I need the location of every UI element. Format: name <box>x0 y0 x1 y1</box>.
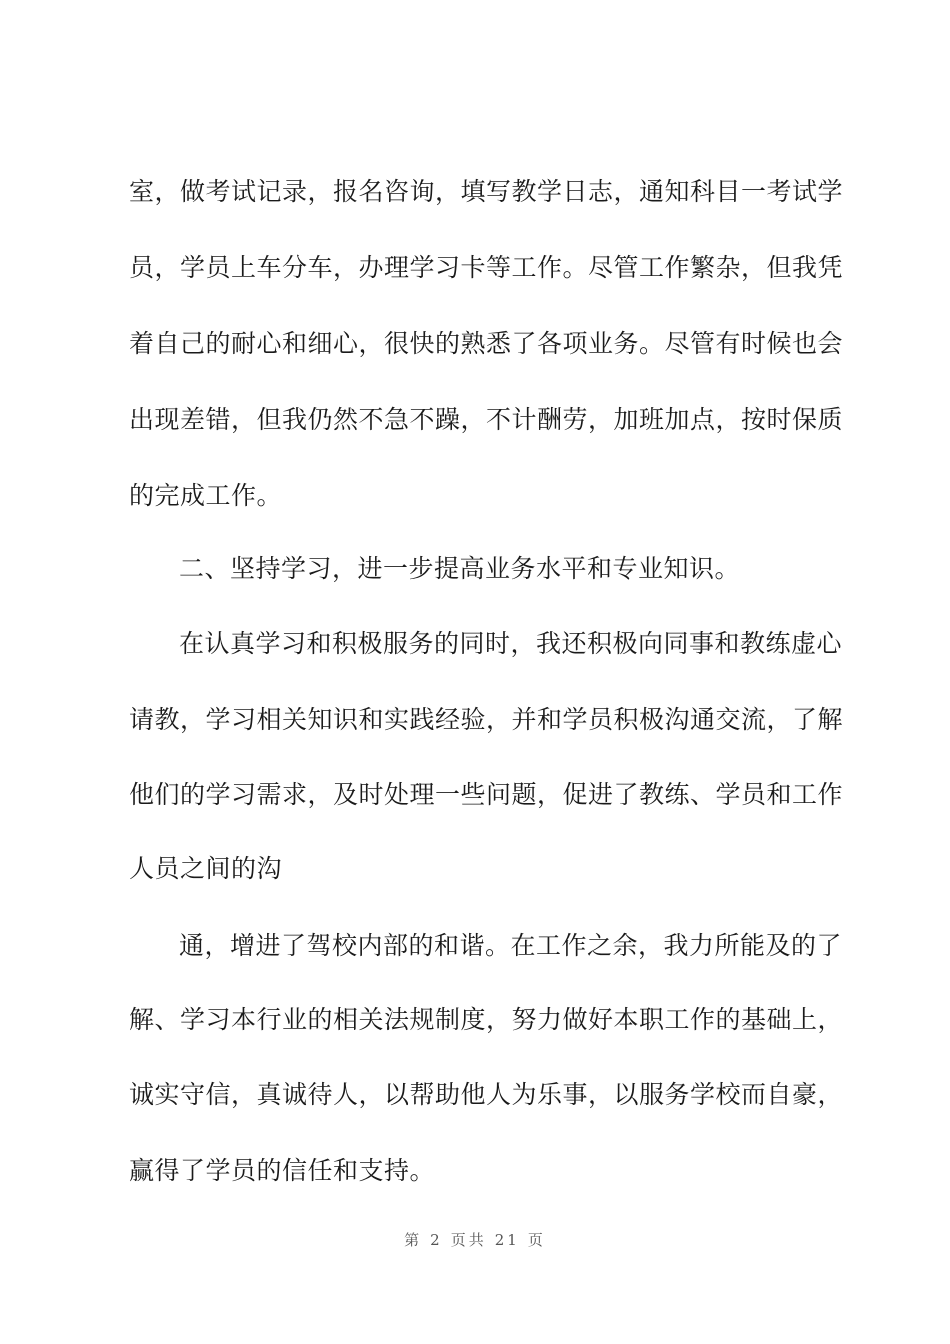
paragraph-line: 出现差错，但我仍然不急不躁，不计酬劳，加班加点，按时保质 <box>129 405 844 434</box>
paragraph-line: 在认真学习和积极服务的同时，我还积极向同事和教练虚心 <box>179 629 843 658</box>
paragraph-line: 员，学员上车分车，办理学习卡等工作。尽管工作繁杂，但我凭 <box>129 253 844 282</box>
footer-total-pages: 21 <box>494 1231 520 1249</box>
paragraph-line: 室，做考试记录，报名咨询，填写教学日志，通知科目一考试学 <box>129 177 844 206</box>
paragraph-line: 通，增进了驾校内部的和谐。在工作之余，我力所能及的了 <box>179 931 843 960</box>
paragraph-line: 他们的学习需求，及时处理一些问题，促进了教练、学员和工作 <box>129 780 844 809</box>
footer-prefix: 第 <box>404 1231 423 1249</box>
paragraph-line: 请教，学习相关知识和实践经验，并和学员积极沟通交流，了解 <box>129 705 844 734</box>
page-footer <box>0 1229 950 1250</box>
footer-current-page: 2 <box>430 1231 443 1249</box>
section-heading: 二、坚持学习，进一步提高业务水平和专业知识。 <box>179 554 741 583</box>
paragraph-line: 解、学习本行业的相关法规制度，努力做好本职工作的基础上， <box>129 1005 844 1034</box>
footer-middle: 页共 <box>450 1231 487 1249</box>
paragraph-line: 人员之间的沟 <box>129 854 283 883</box>
paragraph-line: 赢得了学员的信任和支持。 <box>129 1156 436 1185</box>
paragraph-line: 的完成工作。 <box>129 481 283 510</box>
paragraph-line: 诚实守信，真诚待人，以帮助他人为乐事，以服务学校而自豪， <box>129 1080 844 1109</box>
paragraph-line: 着自己的耐心和细心，很快的熟悉了各项业务。尽管有时候也会 <box>129 329 844 358</box>
footer-suffix: 页 <box>527 1231 546 1249</box>
